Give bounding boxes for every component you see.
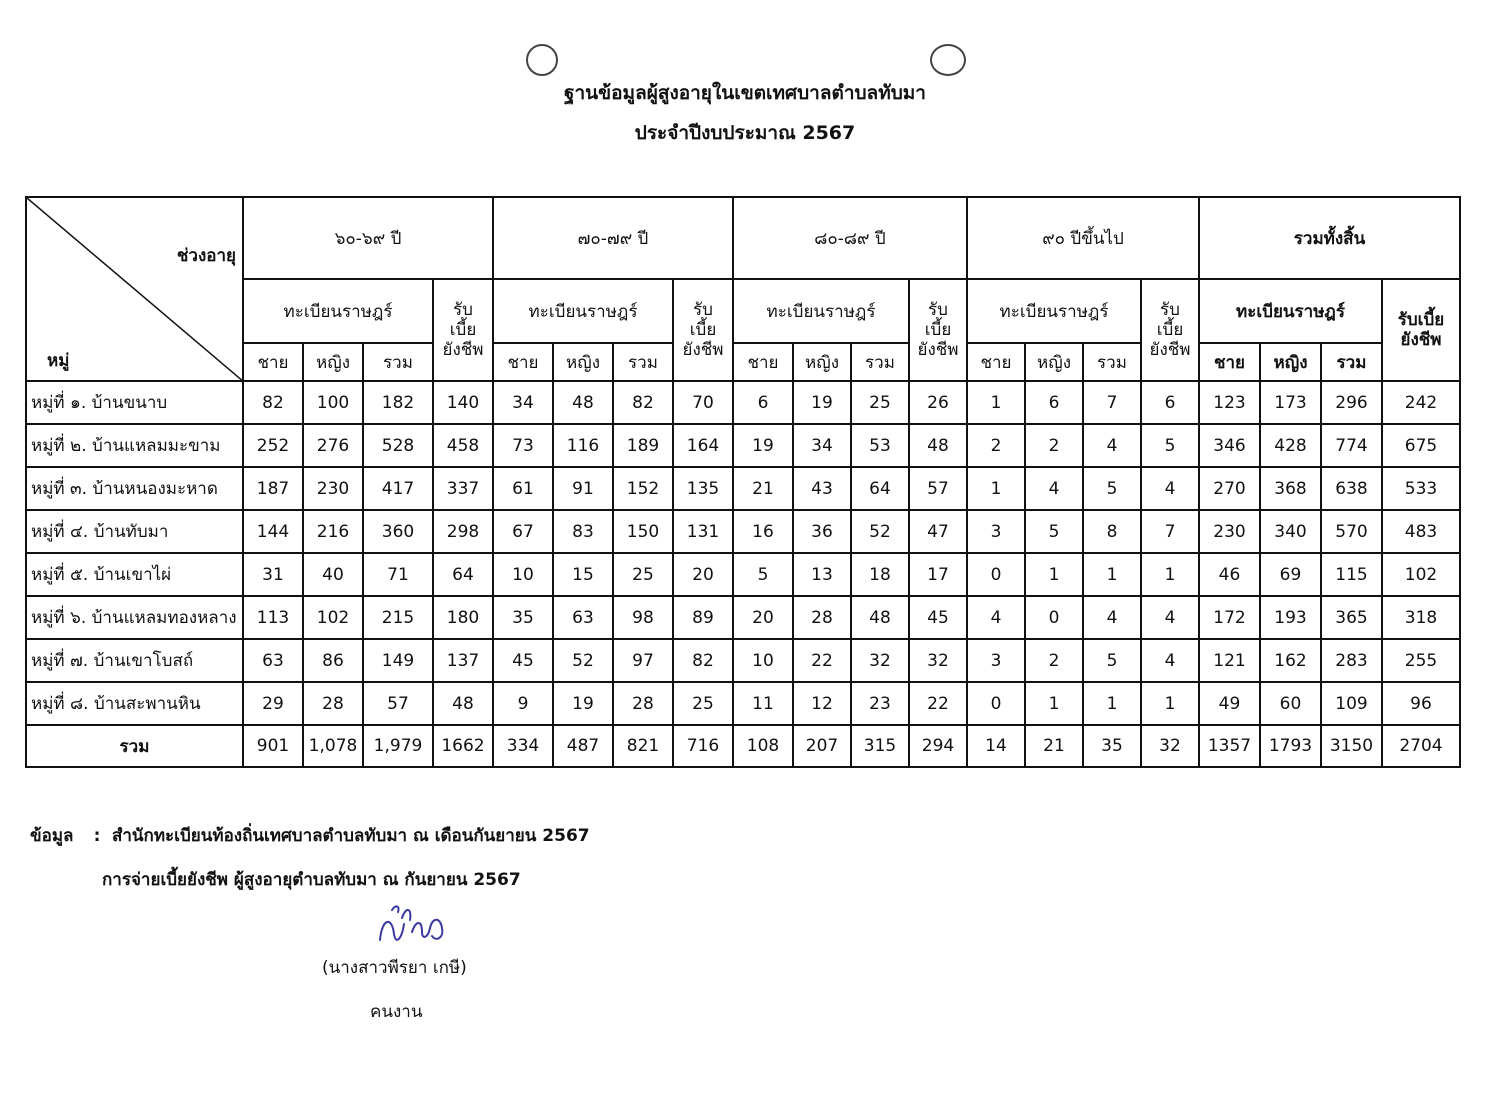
data-cell: 64: [851, 467, 909, 510]
data-cell: 91: [553, 467, 613, 510]
handwritten-signature: [372, 898, 452, 954]
data-cell: 6: [733, 381, 793, 424]
data-cell: 22: [909, 682, 967, 725]
data-cell: 144: [243, 510, 303, 553]
source-note-key: ข้อมูล: [30, 826, 74, 846]
data-cell: 70: [673, 381, 733, 424]
data-cell: 4: [1141, 467, 1199, 510]
data-cell: 28: [303, 682, 363, 725]
registry-header: ทะเบียนราษฎร์: [733, 279, 909, 343]
data-cell: 34: [793, 424, 851, 467]
total-cell: 716: [673, 725, 733, 767]
data-cell: 3: [967, 639, 1025, 682]
data-cell: 0: [967, 553, 1025, 596]
data-cell: 48: [433, 682, 493, 725]
data-cell: 1: [967, 381, 1025, 424]
total-cell: 901: [243, 725, 303, 767]
data-cell: 19: [553, 682, 613, 725]
sub-header-total: รวม: [1321, 343, 1382, 381]
total-cell: 3150: [1321, 725, 1382, 767]
data-cell: 215: [363, 596, 433, 639]
allowance-header: รับ เบี้ย ยังชีพ: [909, 279, 967, 381]
data-cell: 164: [673, 424, 733, 467]
data-cell: 25: [613, 553, 673, 596]
data-cell: 2: [967, 424, 1025, 467]
data-cell: 137: [433, 639, 493, 682]
total-cell: 1357: [1199, 725, 1260, 767]
data-cell: 29: [243, 682, 303, 725]
data-cell: 19: [793, 381, 851, 424]
data-cell: 43: [793, 467, 851, 510]
data-cell: 5: [1025, 510, 1083, 553]
data-cell: 46: [1199, 553, 1260, 596]
data-cell: 5: [733, 553, 793, 596]
table-row: [26, 467, 1460, 510]
sub-header-total: รวม: [613, 343, 673, 381]
data-cell: 417: [363, 467, 433, 510]
data-cell: 365: [1321, 596, 1382, 639]
data-cell: 675: [1382, 424, 1460, 467]
village-name: หมู่ที่ ๓. บ้านหนองมะหาด: [26, 467, 243, 510]
data-cell: 135: [673, 467, 733, 510]
data-cell: 53: [851, 424, 909, 467]
data-cell: 774: [1321, 424, 1382, 467]
data-cell: 131: [673, 510, 733, 553]
data-cell: 109: [1321, 682, 1382, 725]
data-cell: 82: [673, 639, 733, 682]
data-cell: 89: [673, 596, 733, 639]
data-cell: 86: [303, 639, 363, 682]
data-cell: 7: [1141, 510, 1199, 553]
data-cell: 45: [909, 596, 967, 639]
total-cell: 1793: [1260, 725, 1321, 767]
total-cell: 32: [1141, 725, 1199, 767]
sub-header-total: รวม: [851, 343, 909, 381]
data-cell: 11: [733, 682, 793, 725]
village-name: หมู่ที่ ๗. บ้านเขาโบสถ์: [26, 639, 243, 682]
sub-header-male: ชาย: [967, 343, 1025, 381]
data-cell: 0: [967, 682, 1025, 725]
allowance-header: รับ เบี้ย ยังชีพ: [1141, 279, 1199, 381]
sub-header-female: หญิง: [1025, 343, 1083, 381]
data-cell: 6: [1025, 381, 1083, 424]
total-cell: 108: [733, 725, 793, 767]
total-cell: 2704: [1382, 725, 1460, 767]
data-cell: 8: [1083, 510, 1141, 553]
data-cell: 360: [363, 510, 433, 553]
data-cell: 61: [493, 467, 553, 510]
data-cell: 152: [613, 467, 673, 510]
data-cell: 26: [909, 381, 967, 424]
group-header-80-89: ๘๐-๘๙ ปี: [733, 197, 967, 279]
total-cell: 315: [851, 725, 909, 767]
sub-header-male: ชาย: [243, 343, 303, 381]
signatory-position: คนงาน: [370, 1002, 423, 1022]
data-cell: 19: [733, 424, 793, 467]
data-cell: 340: [1260, 510, 1321, 553]
data-cell: 368: [1260, 467, 1321, 510]
data-cell: 4: [967, 596, 1025, 639]
data-cell: 4: [1025, 467, 1083, 510]
data-cell: 116: [553, 424, 613, 467]
data-cell: 1: [1083, 682, 1141, 725]
source-note-line2: การจ่ายเบี้ยยังชีพ ผู้สูงอายุตำบลทับมา ณ กันยายน 2567: [102, 870, 521, 890]
data-cell: 16: [733, 510, 793, 553]
total-cell: 1662: [433, 725, 493, 767]
data-cell: 570: [1321, 510, 1382, 553]
sub-header-female: หญิง: [303, 343, 363, 381]
total-cell: 334: [493, 725, 553, 767]
data-cell: 5: [1141, 424, 1199, 467]
sub-header-total: รวม: [363, 343, 433, 381]
sub-header-female: หญิง: [553, 343, 613, 381]
data-cell: 49: [1199, 682, 1260, 725]
data-cell: 52: [553, 639, 613, 682]
data-cell: 40: [303, 553, 363, 596]
allowance-header: รับ เบี้ย ยังชีพ: [433, 279, 493, 381]
data-cell: 100: [303, 381, 363, 424]
data-cell: 5: [1083, 467, 1141, 510]
data-cell: 533: [1382, 467, 1460, 510]
total-cell: 207: [793, 725, 851, 767]
data-cell: 69: [1260, 553, 1321, 596]
data-cell: 187: [243, 467, 303, 510]
data-cell: 346: [1199, 424, 1260, 467]
corner-age-label: ช่วงอายุ: [176, 246, 236, 266]
data-cell: 57: [363, 682, 433, 725]
data-cell: 318: [1382, 596, 1460, 639]
data-cell: 2: [1025, 424, 1083, 467]
data-cell: 52: [851, 510, 909, 553]
data-cell: 60: [1260, 682, 1321, 725]
data-cell: 428: [1260, 424, 1321, 467]
village-name: หมู่ที่ ๕. บ้านเขาไผ่: [26, 553, 243, 596]
data-cell: 150: [613, 510, 673, 553]
data-cell: 64: [433, 553, 493, 596]
data-cell: 173: [1260, 381, 1321, 424]
data-cell: 483: [1382, 510, 1460, 553]
data-cell: 1: [1083, 553, 1141, 596]
total-cell: 821: [613, 725, 673, 767]
table-row: [26, 381, 1460, 424]
data-cell: 13: [793, 553, 851, 596]
data-cell: 32: [851, 639, 909, 682]
data-cell: 5: [1083, 639, 1141, 682]
data-cell: 458: [433, 424, 493, 467]
registry-header: ทะเบียนราษฎร์: [967, 279, 1141, 343]
data-cell: 172: [1199, 596, 1260, 639]
total-cell: 1,078: [303, 725, 363, 767]
signatory-name: (นางสาวพีรยา เกษี): [322, 958, 467, 978]
corner-village-label: หมู่: [47, 351, 70, 371]
data-cell: 1: [1141, 682, 1199, 725]
sub-header-female: หญิง: [793, 343, 851, 381]
data-cell: 102: [1382, 553, 1460, 596]
data-cell: 0: [1025, 596, 1083, 639]
data-cell: 193: [1260, 596, 1321, 639]
data-cell: 48: [851, 596, 909, 639]
table-corner-header: [26, 197, 243, 381]
source-note-line1: สำนักทะเบียนท้องถิ่นเทศบาลตำบลทับมา ณ เดือนกันยายน 2567: [112, 826, 590, 846]
data-cell: 63: [243, 639, 303, 682]
data-cell: 638: [1321, 467, 1382, 510]
data-cell: 298: [433, 510, 493, 553]
data-cell: 20: [733, 596, 793, 639]
punch-hole-right: [930, 44, 966, 76]
group-header-90-plus: ๙๐ ปีขึ้นไป: [967, 197, 1199, 279]
total-cell: 35: [1083, 725, 1141, 767]
data-cell: 45: [493, 639, 553, 682]
allowance-header: รับ เบี้ย ยังชีพ: [673, 279, 733, 381]
village-name: หมู่ที่ ๑. บ้านขนาบ: [26, 381, 243, 424]
village-name: หมู่ที่ ๖. บ้านแหลมทองหลาง: [26, 596, 243, 639]
allowance-header-total: รับเบี้ย ยังชีพ: [1382, 279, 1460, 381]
data-cell: 182: [363, 381, 433, 424]
data-cell: 63: [553, 596, 613, 639]
data-cell: 4: [1083, 424, 1141, 467]
data-cell: 47: [909, 510, 967, 553]
data-cell: 35: [493, 596, 553, 639]
punch-hole-left: [526, 44, 558, 76]
data-cell: 31: [243, 553, 303, 596]
data-cell: 255: [1382, 639, 1460, 682]
table-row: [26, 424, 1460, 467]
data-cell: 4: [1083, 596, 1141, 639]
village-name: หมู่ที่ ๔. บ้านทับมา: [26, 510, 243, 553]
data-cell: 83: [553, 510, 613, 553]
data-cell: 48: [553, 381, 613, 424]
data-cell: 97: [613, 639, 673, 682]
data-cell: 28: [793, 596, 851, 639]
data-cell: 25: [851, 381, 909, 424]
data-cell: 12: [793, 682, 851, 725]
data-cell: 96: [1382, 682, 1460, 725]
data-cell: 82: [613, 381, 673, 424]
data-cell: 10: [733, 639, 793, 682]
data-cell: 162: [1260, 639, 1321, 682]
sub-header-total: รวม: [1083, 343, 1141, 381]
data-cell: 283: [1321, 639, 1382, 682]
document-title: ฐานข้อมูลผู้สูงอายุในเขตเทศบาลตำบลทับมา: [564, 82, 926, 104]
data-cell: 216: [303, 510, 363, 553]
total-cell: 294: [909, 725, 967, 767]
total-cell: 21: [1025, 725, 1083, 767]
total-row: [26, 725, 1460, 767]
table-row: [26, 553, 1460, 596]
data-cell: 71: [363, 553, 433, 596]
data-cell: 1: [1025, 553, 1083, 596]
data-cell: 180: [433, 596, 493, 639]
data-cell: 528: [363, 424, 433, 467]
data-cell: 123: [1199, 381, 1260, 424]
data-cell: 2: [1025, 639, 1083, 682]
data-cell: 113: [243, 596, 303, 639]
data-cell: 140: [433, 381, 493, 424]
data-cell: 252: [243, 424, 303, 467]
data-cell: 73: [493, 424, 553, 467]
data-cell: 22: [793, 639, 851, 682]
data-cell: 7: [1083, 381, 1141, 424]
data-cell: 36: [793, 510, 851, 553]
data-cell: 9: [493, 682, 553, 725]
group-header-grand-total: รวมทั้งสิ้น: [1199, 197, 1460, 279]
sub-header-female: หญิง: [1260, 343, 1321, 381]
registry-header: ทะเบียนราษฎร์: [493, 279, 673, 343]
elderly-data-table: [25, 196, 1461, 768]
total-row-label: รวม: [26, 725, 243, 767]
registry-header-total: ทะเบียนราษฎร์: [1199, 279, 1382, 343]
data-cell: 10: [493, 553, 553, 596]
data-cell: 3: [967, 510, 1025, 553]
village-name: หมู่ที่ ๘. บ้านสะพานหิน: [26, 682, 243, 725]
table-row: [26, 639, 1460, 682]
data-cell: 98: [613, 596, 673, 639]
data-cell: 149: [363, 639, 433, 682]
source-note-colon: :: [93, 826, 101, 846]
data-cell: 189: [613, 424, 673, 467]
source-note: [30, 822, 590, 849]
data-cell: 57: [909, 467, 967, 510]
data-cell: 296: [1321, 381, 1382, 424]
table-row: [26, 596, 1460, 639]
data-cell: 230: [303, 467, 363, 510]
data-cell: 48: [909, 424, 967, 467]
data-cell: 34: [493, 381, 553, 424]
data-cell: 4: [1141, 639, 1199, 682]
data-cell: 102: [303, 596, 363, 639]
group-header-70-79: ๗๐-๗๙ ปี: [493, 197, 733, 279]
table-body: [26, 381, 1460, 725]
total-cell: 14: [967, 725, 1025, 767]
data-cell: 6: [1141, 381, 1199, 424]
sub-header-male: ชาย: [733, 343, 793, 381]
document-subtitle: ประจำปีงบประมาณ 2567: [634, 122, 856, 144]
data-cell: 1: [967, 467, 1025, 510]
group-header-60-69: ๖๐-๖๙ ปี: [243, 197, 493, 279]
data-cell: 15: [553, 553, 613, 596]
data-cell: 25: [673, 682, 733, 725]
data-cell: 18: [851, 553, 909, 596]
data-cell: 4: [1141, 596, 1199, 639]
table-row: [26, 682, 1460, 725]
total-cell: 1,979: [363, 725, 433, 767]
data-cell: 32: [909, 639, 967, 682]
total-cell: 487: [553, 725, 613, 767]
data-cell: 270: [1199, 467, 1260, 510]
data-cell: 115: [1321, 553, 1382, 596]
data-cell: 17: [909, 553, 967, 596]
data-cell: 67: [493, 510, 553, 553]
village-name: หมู่ที่ ๒. บ้านแหลมมะขาม: [26, 424, 243, 467]
data-cell: 276: [303, 424, 363, 467]
data-cell: 1: [1025, 682, 1083, 725]
data-cell: 82: [243, 381, 303, 424]
data-cell: 242: [1382, 381, 1460, 424]
data-cell: 21: [733, 467, 793, 510]
sub-header-male: ชาย: [493, 343, 553, 381]
sub-header-male: ชาย: [1199, 343, 1260, 381]
data-cell: 23: [851, 682, 909, 725]
data-cell: 230: [1199, 510, 1260, 553]
data-cell: 337: [433, 467, 493, 510]
data-cell: 20: [673, 553, 733, 596]
data-cell: 28: [613, 682, 673, 725]
registry-header: ทะเบียนราษฎร์: [243, 279, 433, 343]
table-row: [26, 510, 1460, 553]
data-cell: 121: [1199, 639, 1260, 682]
data-cell: 1: [1141, 553, 1199, 596]
